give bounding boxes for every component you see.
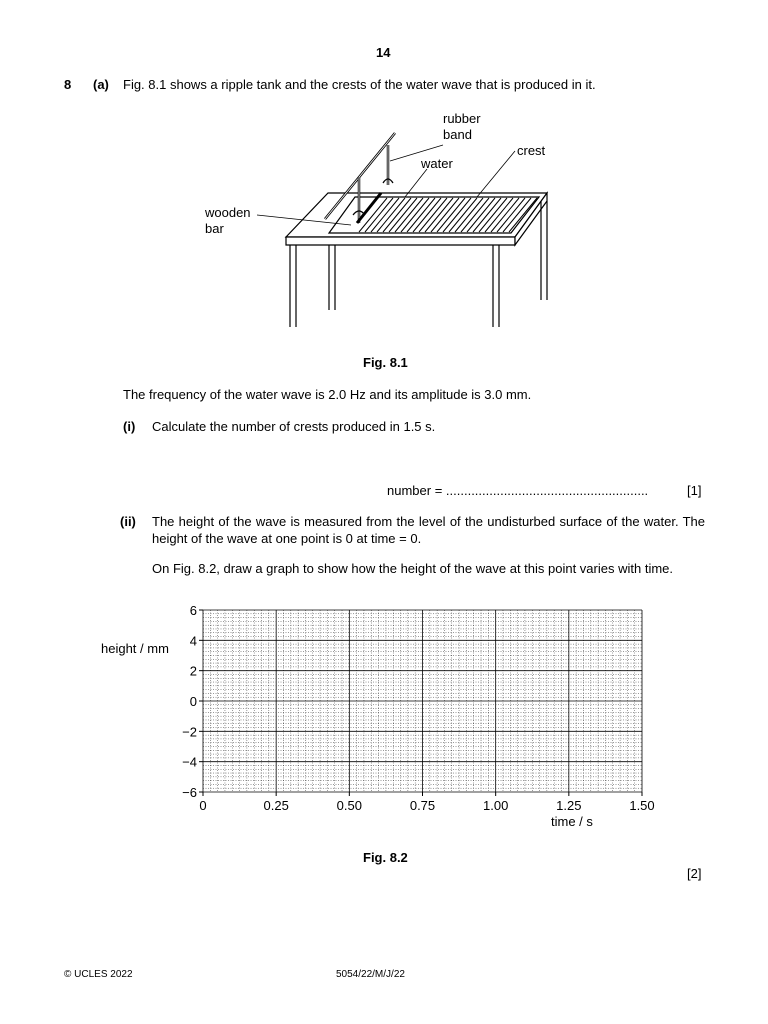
x-tick-label: 0.50 bbox=[336, 798, 362, 813]
y-tick-label: −4 bbox=[182, 754, 197, 770]
part-ii-text1: The height of the wave is measured from the level of the undisturbed surface of the water. The height of the wave at one point is 0 at time = 0. bbox=[152, 514, 705, 546]
x-tick-label: 1.00 bbox=[483, 798, 509, 813]
answer-label: number = bbox=[387, 483, 446, 498]
part-ii-text2: On Fig. 8.2, draw a graph to show how the height of the wave at this point varies with time. bbox=[152, 561, 673, 576]
part-i-marks: [1] bbox=[687, 483, 702, 498]
y-tick-label: 0 bbox=[189, 694, 197, 709]
label-crest: crest bbox=[517, 143, 546, 158]
x-tick-label: 0 bbox=[199, 798, 207, 813]
y-tick-label: 4 bbox=[189, 633, 197, 649]
x-tick-label: 0.25 bbox=[263, 798, 289, 813]
height-time-graph-grid[interactable] bbox=[170, 600, 670, 835]
answer-line[interactable] bbox=[387, 482, 648, 499]
label-bar: bar bbox=[205, 221, 224, 236]
y-tick-label: −6 bbox=[182, 785, 197, 800]
label-rubber: rubber bbox=[443, 111, 481, 126]
label-wooden: wooden bbox=[205, 205, 251, 220]
y-tick-label: −2 bbox=[182, 724, 197, 740]
part-i-text: Calculate the number of crests produced in 1.5 s. bbox=[152, 419, 436, 434]
part-ii-marks: [2] bbox=[687, 866, 702, 881]
answer-dots: ........................................................ bbox=[445, 483, 649, 498]
fig82-caption: Fig. 8.2 bbox=[363, 850, 408, 865]
ripple-tank-diagram bbox=[195, 105, 565, 335]
y-tick-label: 6 bbox=[189, 603, 197, 618]
label-water: water bbox=[421, 156, 453, 171]
question-number: 8 bbox=[64, 77, 72, 92]
x-tick-label: 0.75 bbox=[409, 798, 436, 813]
part-ii-label: (ii) bbox=[120, 514, 136, 529]
footer-code: 5054/22/M/J/22 bbox=[336, 969, 405, 980]
question-intro: Fig. 8.1 shows a ripple tank and the crests of the water wave that is produced in it. bbox=[123, 77, 596, 92]
x-axis-label: time / s bbox=[551, 814, 593, 829]
label-band: band bbox=[443, 127, 472, 142]
given-info: The frequency of the water wave is 2.0 Hz and its amplitude is 3.0 mm. bbox=[123, 387, 532, 402]
y-axis-label: height / mm bbox=[101, 641, 169, 656]
x-tick-label: 1.50 bbox=[629, 798, 655, 813]
page-number: 14 bbox=[376, 45, 391, 60]
part-i-label: (i) bbox=[123, 419, 136, 434]
y-tick-label: 2 bbox=[189, 663, 197, 679]
x-tick-label: 1.25 bbox=[556, 798, 582, 813]
fig81-caption: Fig. 8.1 bbox=[363, 355, 408, 370]
part-a-label: (a) bbox=[93, 77, 109, 92]
footer-copyright: © UCLES 2022 bbox=[64, 969, 133, 980]
